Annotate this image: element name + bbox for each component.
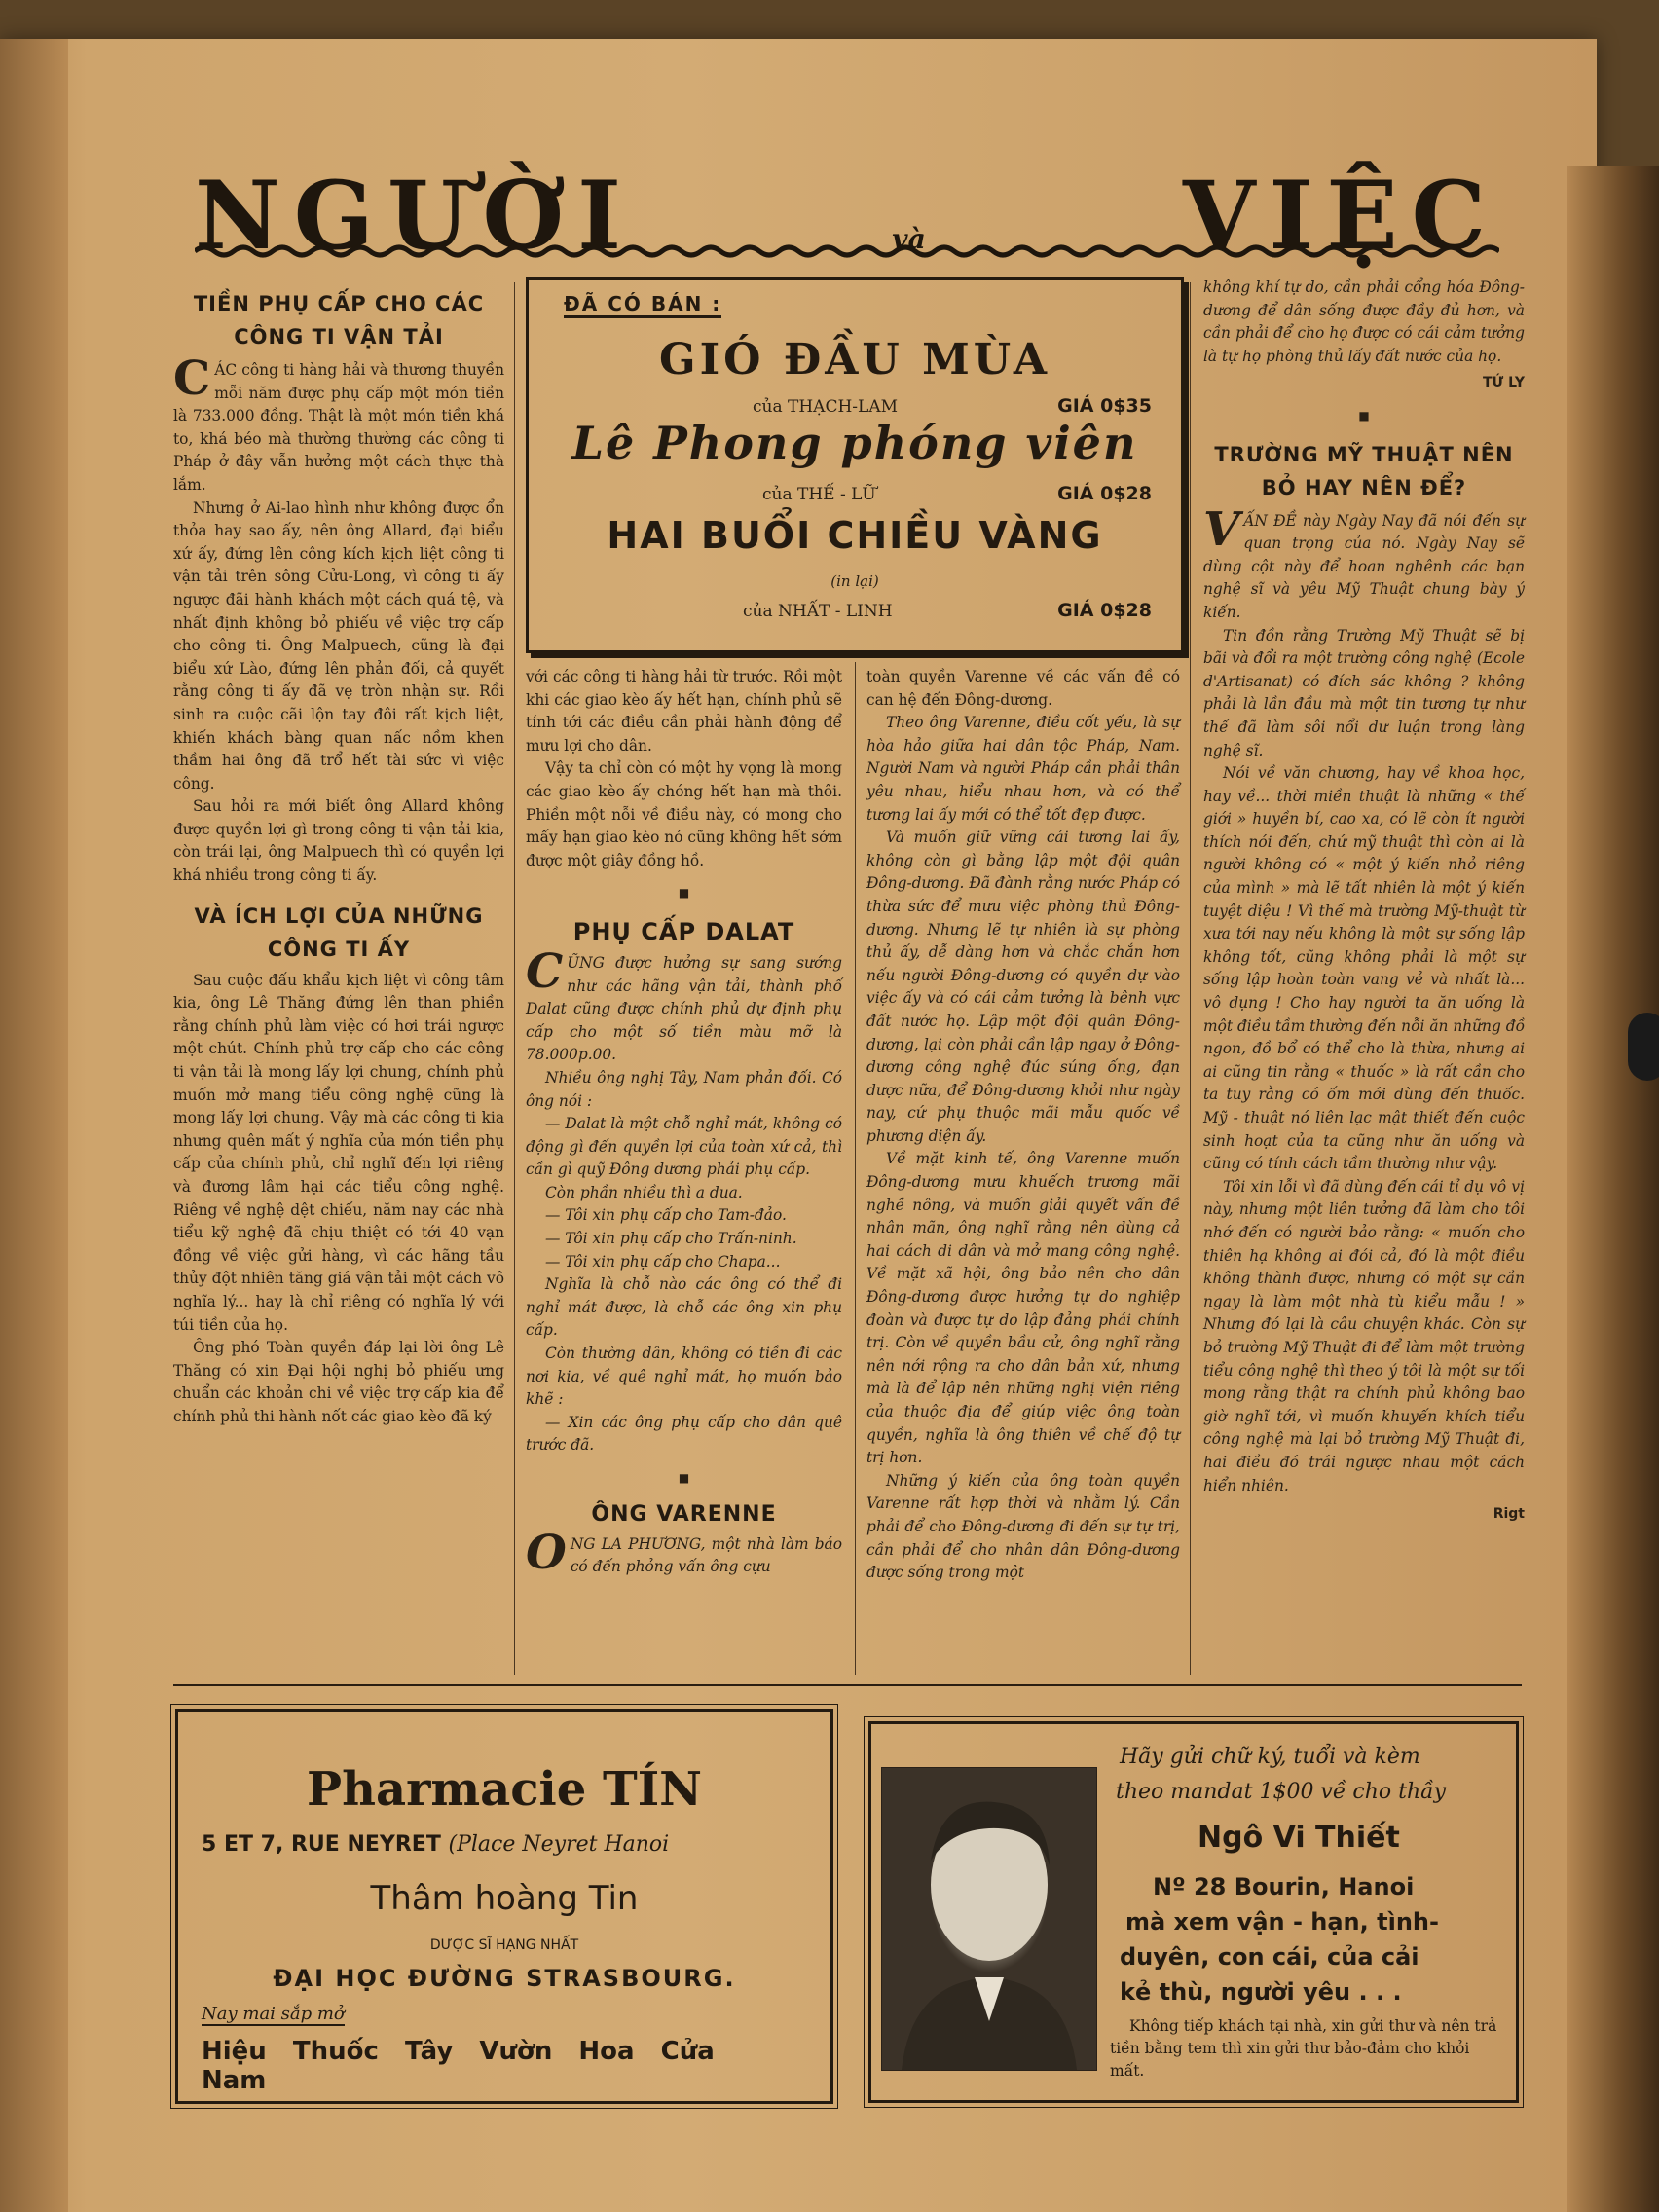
section-bullet: ■ bbox=[678, 1471, 690, 1485]
page-edge bbox=[1567, 166, 1659, 2212]
article-paragraph: Vậy ta chỉ còn có một hy vọng là mong các giao kèo ấy chóng hết hạn mà thôi. Phiền một nỗi về điều này, có mong cho mấy hạn giao kèo nó cũng không hết sớm được một giây đồng hồ. bbox=[526, 759, 842, 869]
book-price-2: GIÁ 0$28 bbox=[1057, 483, 1152, 504]
article-paragraph: Tin đồn rằng Trường Mỹ Thuật sẽ bị bãi và đổi ra một trường công nghệ (Ecole d'Artisanat) có đích sác không ? không phải là lần đầu mà một tin tương tự như thế đã làm sôi nổi dư luận trong làng nghệ sĩ. bbox=[1203, 626, 1525, 759]
article-paragraph: VẤN ĐỀ này Ngày Nay đã nói đến sự quan trọng của nó. Ngày Nay sẽ dùng cột này để hoan nghênh các bạn nghệ sĩ và yêu Mỹ Thuật chung bày ý kiến. bbox=[1203, 501, 1525, 621]
column-3 bbox=[866, 666, 1180, 1585]
book-author-row-1: của THẠCH-LAM bbox=[753, 397, 899, 417]
masthead-word1: NGƯỜI bbox=[195, 161, 635, 271]
article-paragraph: Nhiều ông nghị Tây, Nam phản đối. Có ông nói : bbox=[526, 1068, 842, 1110]
pharmacy-owner: Thâm hoàng Tin bbox=[370, 1879, 639, 1918]
article-paragraph: Nhưng ở Ai-lao hình như không được ổn thỏa hay sao ấy, nên ông Allard, đại biểu xứ ấy, đứng lên công kích kịch liệt công ti vận tải trên sông Cửu-Long, vì công ti ấy ngược đãi hành khách một cách quá tệ, và nhất định không bỏ phiếu về việc trợ cấp cho công ti. Ông Malpuech, cũng là đại biểu xứ Lào, đứng lên phản đối, cả quyết rằng công ti ấy đã vẹ tròn nhận sự. Rồi sinh ra cuộc cãi lộn tay đôi rất kịch liệt, khiến khách bàng quan nấc nồm khen thầm hai ông đã trổ hết tài sức vì việc công. bbox=[173, 498, 504, 793]
pharmacy-advertisement bbox=[175, 1709, 833, 2104]
article-paragraph: Và muốn giữ vững cái tương lai ấy, không còn gì bằng lập một đội quân Đông-dương. Đã đành rằng nước Pháp có thừa sức để mưu việc phòng thủ Đông-dương. Nhưng lẽ tự nhiên là sự phòng thủ ấy, dễ dàng hơn và chắc chắn hơn nếu người Đông-dương có quyền dự vào việc ấy và có cái cảm tưởng là bênh vực đất nước họ. Lập một đội quân Đông-dương, lại còn phải cần lập ngay ở Đông-dương công nghệ đúc súng ống, đạn dược nữa, để Đông-dương khỏi như ngày nay, cứ phụ thuộc mãi mẫu quốc về phương diện ấy. bbox=[866, 829, 1180, 1145]
dropcap: V bbox=[1203, 501, 1240, 557]
dropcap: C bbox=[526, 943, 564, 999]
headline-benefits: VÀ ÍCH LỢI CỦA NHỮNG CÔNG TI ẤY bbox=[194, 903, 484, 961]
article-paragraph: Còn phần nhiều thì a dua. bbox=[545, 1183, 743, 1201]
article-paragraph: Ông phó Toàn quyền đáp lại lời ông Lê Thăng có xin Đại hội nghị bỏ phiếu ưng chuẩn các khoản chi về việc trợ cấp kia để chính phủ thi hành nốt các giao kèo đã ký bbox=[173, 1339, 504, 1425]
masthead-connector: và bbox=[892, 223, 926, 255]
article-paragraph: CŨNG được hưởng sự sang sướng như các hãng vận tải, thành phố Dalat cũng được chính phủ dự định phụ cấp cho một số tiền màu mỡ là 78.000p.00. bbox=[526, 943, 842, 1064]
article-paragraph: với các công ti hàng hải từ trước. Rồi một khi các giao kèo ấy hết hạn, chính phủ sẽ tính tới các điều cần phải hành động để mưu lợi cho dân. bbox=[526, 668, 842, 755]
section-bullet: ■ bbox=[1358, 408, 1370, 423]
book-note-3: (in lại) bbox=[830, 572, 879, 590]
column-divider bbox=[855, 662, 856, 1675]
column-divider bbox=[1190, 282, 1191, 1675]
masthead-wave-rule bbox=[195, 243, 1499, 259]
fortune-name: Ngô Vi Thiết bbox=[1198, 1821, 1400, 1855]
article-paragraph: — Tôi xin phụ cấp cho Trấn-ninh. bbox=[545, 1230, 797, 1248]
article-paragraph: Tôi xin lỗi vì đã dùng đến cái tỉ dụ vô vị này, nhưng một liên tưởng đã làm cho tôi nhớ đến có người bảo rằng: « muốn cho thiên hạ không ai đói cả, đó là một điều không thành được, nhưng có một sự cần ngay là làm một nhà tù kiểu mẫu ! » Nhưng đó lại là câu chuyện khác. Còn sự bỏ trường Mỹ Thuật đi để làm một trường tiểu công nghệ thì theo ý tôi là một sự tối mong rằng thật ra chính phủ không bao giờ nghĩ tới, vì muốn khuyến khích tiểu công nghệ mà lại bỏ trường Mỹ Thuật đi, hai điều đó trái ngược nhau một cách hiển nhiên. bbox=[1203, 1177, 1525, 1494]
fortune-line-4: duyên, con cái, của cải bbox=[1120, 1943, 1419, 1971]
headline-dalat: PHỤ CẤP DALAT bbox=[572, 917, 795, 945]
fortune-line-1: Hãy gửi chữ ký, tuổi và kèm bbox=[1120, 1745, 1420, 1769]
pharmacy-soon: Nay mai sắp mở bbox=[202, 2004, 345, 2024]
book-title-1: GIÓ ĐẦU MÙA bbox=[659, 335, 1051, 385]
dropcap: C bbox=[173, 351, 211, 406]
article-paragraph: — Tôi xin phụ cấp cho Chapa... bbox=[545, 1252, 781, 1271]
article-paragraph: Theo ông Varenne, điều cốt yếu, là sự hòa hảo giữa hai dân tộc Pháp, Nam. Người Nam và người Pháp cần phải thân yêu nhau, hiểu nhau hơn, và có thể tương lai ấy mới có thể tốt đẹp được. bbox=[866, 714, 1180, 824]
book-author-row-2: của THẾ - LỮ bbox=[762, 485, 876, 504]
headline-subsidies: TIỀN PHỤ CẤP CHO CÁC CÔNG TI VẬN TẢI bbox=[193, 292, 485, 349]
headline-fine-arts: TRƯỜNG MỸ THUẬT NÊN BỎ HAY NÊN ĐỂ? bbox=[1214, 442, 1514, 499]
pharmacy-address: 5 ET 7, RUE NEYRET (Place Neyret Hanoi bbox=[202, 1832, 670, 1857]
binder-clip bbox=[1628, 1013, 1659, 1081]
ad-label: ĐÃ CÓ BÁN : bbox=[564, 292, 721, 318]
dropcap: O bbox=[526, 1525, 567, 1580]
book-advertisement bbox=[526, 277, 1184, 653]
fortune-address: Nº 28 Bourin, Hanoi bbox=[1153, 1873, 1415, 1900]
column-1 bbox=[173, 287, 504, 1429]
book-author-row-3: của NHẤT - LINH bbox=[743, 602, 893, 621]
section-rule bbox=[173, 1684, 1522, 1686]
article-paragraph: không khí tự do, cần phải cổng hóa Đông-dương để dân sống được đầy đủ hơn, và cần phải để cho họ được có cái cảm tưởng là tự họ phòng thủ lấy đất nước của họ. bbox=[1203, 278, 1525, 365]
book-title-2: Lê Phong phóng viên bbox=[571, 417, 1138, 469]
fortune-note: Không tiếp khách tại nhà, xin gửi thư và nên trả tiền bằng tem thì xin gửi thư bảo-đảm cho khỏi mất. bbox=[1110, 2017, 1497, 2080]
fortune-line-3: mà xem vận - hạn, tình- bbox=[1125, 1908, 1439, 1936]
book-title-3: HAI BUỔI CHIỀU VÀNG bbox=[607, 514, 1103, 557]
column-divider bbox=[514, 282, 515, 1675]
column-4 bbox=[1203, 276, 1525, 1527]
article-paragraph: ONG LA PHƯƠNG, một nhà làm báo có đến phỏng vấn ông cựu bbox=[526, 1525, 842, 1580]
portrait-photo bbox=[881, 1767, 1097, 2071]
fortune-line-5: kẻ thù, người yêu . . . bbox=[1120, 1978, 1402, 2006]
masthead-word2: VIỆC bbox=[1183, 161, 1499, 271]
pharmacy-name: Pharmacie TÍN bbox=[306, 1762, 703, 1817]
article-paragraph: CÁC công ti hàng hải và thương thuyền mỗi năm được phụ cấp một món tiền là 733.000 đồng. Thật là một món tiền khá to, khá béo mà thường thường các công ti Pháp ở đây vẫn hưởng một cách thực thà lắm. bbox=[173, 351, 504, 494]
pharmacy-branch: Hiệu Thuốc Tây Vườn Hoa Cửa Nam bbox=[202, 2037, 715, 2095]
pharmacy-degree: DƯỢC SĨ HẠNG NHẤT bbox=[429, 1937, 579, 1953]
fortune-line-2: theo mandat 1$00 về cho thầy bbox=[1116, 1780, 1447, 1804]
article-paragraph: Nói về văn chương, hay về khoa học, hay về... thời miền thuật là những « thế giới » huyền bí, cao xa, có lẽ còn ít người thích nói đến, chứ mỹ thuật thì còn ai là người không có « một ý kiến nhỏ riêng của mình » mà lẽ tất nhiên là một ý kiến tuyệt diệu ! Vì thế mà trường Mỹ-thuật từ xưa tới nay nếu không là một sự sống lập không tốt, cũng không phải là một sự sống lập hoàn toàn vang vẻ và nhất là... vô dụng ! Cho hay người ta ăn uống là một điều tầm thường đến nỗi ăn những đồ ngon, đồ bổ có thể cho là thừa, nhưng ai ai cũng tin rằng « thuốc » là rất cần cho ta tuy rằng có ốm mới dùng đến thuốc. Mỹ - thuật nó liên lạc mật thiết đến cuộc sinh hoạt của ta cũng như ăn uống và cũng có tính cách tầm thường như vậy. bbox=[1203, 764, 1525, 1173]
signature: Rigt bbox=[1493, 1506, 1525, 1523]
book-price-3: GIÁ 0$28 bbox=[1057, 600, 1152, 621]
page-gutter bbox=[0, 39, 68, 2212]
book-price-1: GIÁ 0$35 bbox=[1057, 395, 1152, 417]
article-paragraph: Nghĩa là chỗ nào các ông có thể đi nghỉ mát được, là chỗ các ông xin phụ cấp. bbox=[526, 1275, 842, 1340]
headline-varenne: ÔNG VARENNE bbox=[591, 1501, 777, 1527]
portrait-icon bbox=[882, 1768, 1096, 2070]
article-paragraph: — Xin các ông phụ cấp cho dân quê trước đã. bbox=[526, 1413, 842, 1455]
column-2 bbox=[526, 666, 842, 1579]
article-paragraph: Còn thường dân, không có tiền đi các nơi kia, về quê nghỉ mát, họ muốn bảo khẽ : bbox=[526, 1345, 842, 1409]
section-bullet: ■ bbox=[678, 886, 690, 901]
article-paragraph: — Dalat là một chỗ nghỉ mát, không có động gì đến quyền lợi của toàn xứ cả, thì cần gì quỹ Đông dương phải phụ cấp. bbox=[526, 1115, 842, 1179]
signature: TỨ LY bbox=[1483, 375, 1525, 391]
article-paragraph: toàn quyền Varenne về các vấn đề có can hệ đến Đông-dương. bbox=[866, 668, 1180, 709]
article-paragraph: Những ý kiến của ông toàn quyền Varenne rất hợp thời và nhằm lý. Cần phải để cho Đông-dương đi đến sự tự trị, cần phải để cho nhân dân Đông-dương được sống trong một bbox=[866, 1471, 1180, 1582]
article-paragraph: — Tôi xin phụ cấp cho Tam-đảo. bbox=[545, 1206, 787, 1225]
article-paragraph: Về mặt kinh tế, ông Varenne muốn Đông-dương mưu khuếch trương mãi nghề nông, và muốn giải quyết vấn đề nhân mãn, ông nghĩ rằng nên dùng cả hai cách di dân và mở mang công nghệ. Về mặt xã hội, ông bảo nên cho dân Đông-dương được hưởng tự do nghiệp đoàn và được tự do lập đảng phái chính trị. Còn về quyền bầu cử, ông nghĩ rằng nên nới rộng ra cho dân bản xứ, nhưng mà là để lập nên những nghị viện riêng của thuộc địa để giúp việc ông toàn quyền, nghĩa là ông thiên về chế độ tự trị hơn. bbox=[866, 1150, 1180, 1467]
article-paragraph: Sau cuộc đấu khẩu kịch liệt vì công tâm kia, ông Lê Thăng đứng lên than phiền rằng chính phủ làm việc có hơi trái ngược một chút. Chính phủ trợ cấp cho các công ti vận tải là mong lấy lợi chung, chính phủ muốn mở mang tiểu công nghệ cũng là mong lấy lợi chung. Vậy mà các công ti kia nhưng quên mất ý nghĩa của món tiền phụ cấp của chính phủ, chỉ nghĩ đến lợi riêng và đương lâm hại các tiểu công nghệ. Riêng về nghệ dệt chiếu, năm nay các nhà tiểu kỹ nghệ đã chịu thiệt có tới 40 vạn đồng về việc gửi hàng, vì các hãng tầu thủy đột nhiên tăng giá vận tải một cách vô nghĩa lý... hay là chỉ riêng có nghĩa lý với túi tiền của họ. bbox=[173, 971, 504, 1334]
article-paragraph: Sau hỏi ra mới biết ông Allard không được quyền lợi gì trong công ti vận tải kia, còn trái lại, ông Malpuech thì có quyền lợi khá nhiều trong công ti ấy. bbox=[173, 797, 504, 885]
pharmacy-school: ĐẠI HỌC ĐƯỜNG STRASBOURG. bbox=[273, 1965, 736, 1992]
